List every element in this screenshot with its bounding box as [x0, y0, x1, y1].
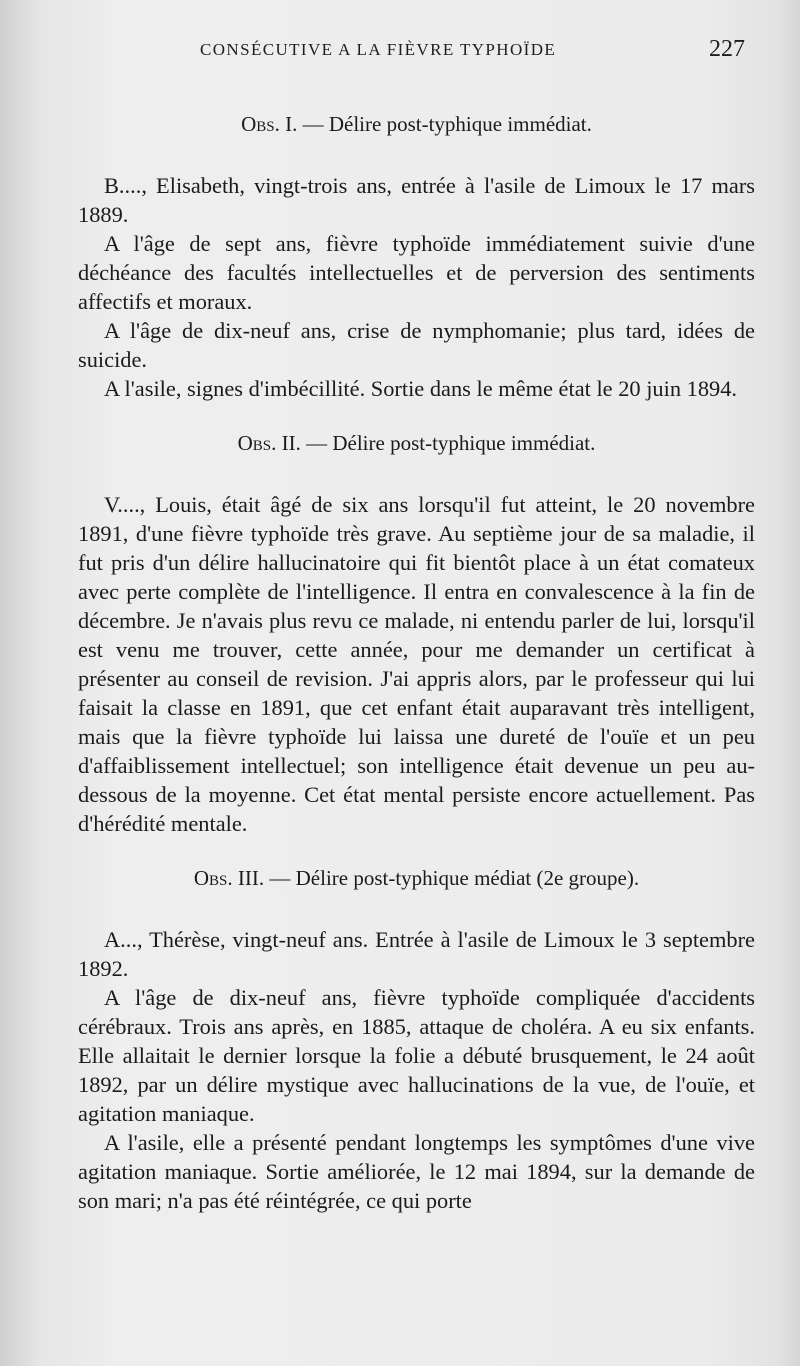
running-head: CONSÉCUTIVE A LA FIÈVRE TYPHOÏDE: [200, 40, 557, 59]
obs1-paragraph-4: A l'asile, signes d'imbécillité. Sortie dans le même état le 20 juin 1894.: [104, 376, 738, 401]
observation-label-2: Obs. II.: [237, 431, 301, 455]
observation-label-1: Obs. I.: [241, 112, 298, 136]
page-header: [200, 36, 745, 76]
obs1-paragraph-3: A l'âge de dix-neuf ans, crise de nymphomanie; plus tard, idées de suicide.: [78, 318, 755, 372]
obs1-paragraph-1: B...., Elisabeth, vingt-trois ans, entrée à l'asile de Limoux le 17 mars 1889.: [78, 173, 755, 227]
observation-label-3: Obs. III.: [193, 866, 265, 890]
obs2-paragraph-1: V...., Louis, était âgé de six ans lorsqu'il fut atteint, le 20 novembre 1891, d'une fièvre typhoïde très grave. Au septième jour de sa maladie, il fut pris d'un délire hallucinatoire qui fit bientôt place à un état comateux avec perte complète de l'intelligence. Il entra en convalescence à la fin de décembre. Je n'avais plus revu ce malade, ni entendu parler de lui, lorsqu'il est venu me trouver, cette année, pour me demander un certificat à présenter au conseil de revision. J'ai appris alors, par le professeur qui lui faisait la classe en 1891, que cet enfant était auparavant très intelligent, mais que la fièvre typhoïde lui laissa une dureté de l'ouïe et un peu d'affaiblissement intellectuel; son intelligence était devenue un peu au-dessous de la moyenne. Cet état mental persiste encore actuellement. Pas d'hérédité mentale.: [78, 492, 755, 836]
observation-heading-3: [78, 864, 755, 893]
observation-heading-1: [78, 110, 755, 139]
page-number: 227: [709, 36, 745, 62]
obs3-paragraph-3: A l'asile, elle a présenté pendant longtemps les symptômes d'une vive agitation maniaque. Sortie améliorée, le 12 mai 1894, sur la demande de son mari; n'a pas été réintégrée, ce qui porte: [78, 1130, 755, 1213]
observation-heading-2: [78, 429, 755, 458]
observation-title-1: — Délire post-typhique immédiat.: [297, 112, 592, 136]
observation-title-3: — Délire post-typhique médiat (2e groupe).: [264, 866, 640, 890]
obs3-paragraph-2: A l'âge de dix-neuf ans, fièvre typhoïde compliquée d'accidents cérébraux. Trois ans après, en 1885, attaque de choléra. A eu six enfants. Elle allaitait le dernier lorsque la folie a débuté brusquement, le 24 août 1892, par un délire mystique avec hallucinations de la vue, de l'ouïe, et agitation maniaque.: [78, 985, 755, 1126]
obs1-paragraph-2: A l'âge de sept ans, fièvre typhoïde immédiatement suivie d'une déchéance des facultés intellectuelles et de perversion des sentiments affectifs et moraux.: [78, 231, 755, 314]
observation-title-2: — Délire post-typhique immédiat.: [300, 431, 596, 455]
body-text: [78, 110, 755, 1215]
obs3-paragraph-1: A..., Thérèse, vingt-neuf ans. Entrée à l'asile de Limoux le 3 septembre 1892.: [78, 927, 755, 981]
